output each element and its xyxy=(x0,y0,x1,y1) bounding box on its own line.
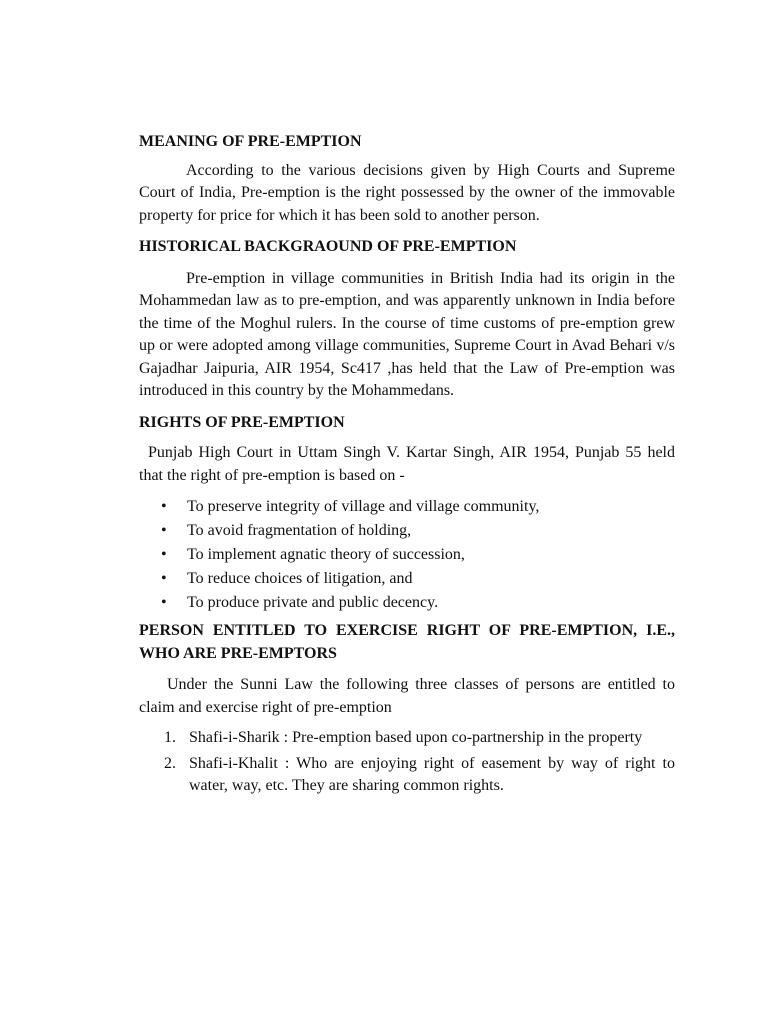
bullet-item xyxy=(139,495,675,519)
paragraph-meaning: According to the various decisions given by High Courts and Supreme Court of India, Pre-emption is the right possessed by the owner of the immovable property for price for which it has been sold to another person. xyxy=(139,161,675,224)
item-number: 1. xyxy=(164,729,176,746)
item-text: Shafi-i-Khalit : Who are enjoying right of easement by way of right to water, way, etc. They are sharing common rights. xyxy=(189,754,675,794)
heading-person-entitled: PERSON ENTITLED TO EXERCISE RIGHT OF PRE-EMPTION, I.E., WHO ARE PRE-EMPTORS xyxy=(139,622,675,662)
bullet-icon: • xyxy=(161,570,167,587)
paragraph-historical: Pre-emption in village communities in British India had its origin in the Mohammedan law as to pre-emption, and was apparently unknown in India before the time of the Moghul rulers. In the course of time customs of pre-emption grew up or were adopted among village communities, Supreme Court in Avad Behari v/s Gajadhar Jaipuria, AIR 1954, Sc417 ,has held that the Law of Pre-emption was introduced in this country by the Mohammedans. xyxy=(139,269,675,399)
numbered-item xyxy=(139,753,675,798)
bullet-text: To reduce choices of litigation, and xyxy=(187,570,413,587)
bullet-item xyxy=(139,543,675,567)
pre-emptor-numbered-list xyxy=(139,727,675,798)
document-body xyxy=(139,131,675,801)
bullet-text: To implement agnatic theory of succession, xyxy=(187,546,465,563)
paragraph-rights: Punjab High Court in Uttam Singh V. Kartar Singh, AIR 1954, Punjab 55 held that the right of pre-emption is based on - xyxy=(139,444,675,484)
bullet-icon: • xyxy=(161,498,167,515)
heading-rights-of-pre-emption: RIGHTS OF PRE-EMPTION xyxy=(139,413,345,431)
rights-bullet-list xyxy=(139,495,675,615)
item-text: Shafi-i-Sharik : Pre-emption based upon co-partnership in the property xyxy=(189,729,643,746)
bullet-item xyxy=(139,519,675,543)
bullet-item xyxy=(139,567,675,591)
heading-meaning-of-pre-emption: MEANING OF PRE-EMPTION xyxy=(139,133,362,150)
bullet-text: To avoid fragmentation of holding, xyxy=(187,522,412,539)
bullet-text: To preserve integrity of village and village community, xyxy=(187,498,540,515)
item-number: 2. xyxy=(164,754,176,772)
paragraph-entitled: Under the Sunni Law the following three classes of persons are entitled to claim and exercise right of pre-emption xyxy=(139,676,675,716)
bullet-icon: • xyxy=(161,594,167,611)
heading-historical-background: HISTORICAL BACKGRAOUND OF PRE-EMPTION xyxy=(139,238,517,255)
bullet-item xyxy=(139,591,675,615)
bullet-icon: • xyxy=(161,546,167,563)
bullet-text: To produce private and public decency. xyxy=(187,594,439,611)
bullet-icon: • xyxy=(161,522,167,539)
numbered-item xyxy=(139,727,675,750)
